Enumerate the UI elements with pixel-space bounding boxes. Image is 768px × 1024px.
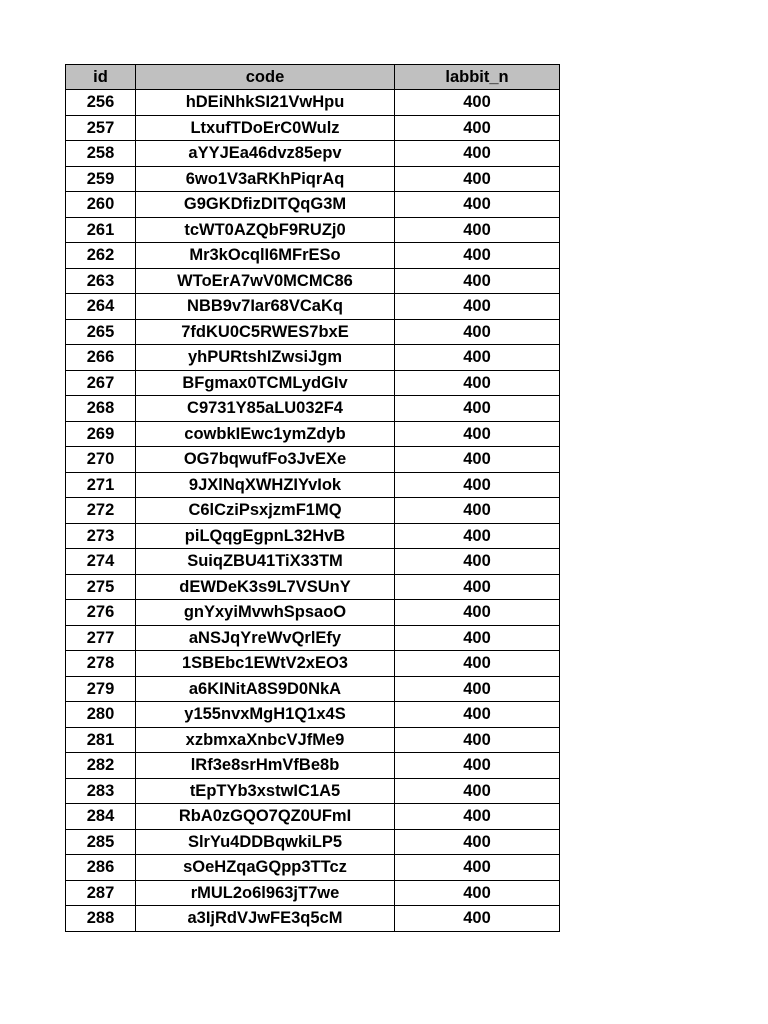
cell-id[interactable]: 259 bbox=[66, 166, 136, 192]
table-row bbox=[66, 651, 560, 677]
cell-code[interactable]: a3IjRdVJwFE3q5cM bbox=[136, 906, 395, 932]
cell-code[interactable]: piLQqgEgpnL32HvB bbox=[136, 523, 395, 549]
cell-labbit-n[interactable]: 400 bbox=[395, 727, 560, 753]
table-row bbox=[66, 115, 560, 141]
cell-labbit-n[interactable]: 400 bbox=[395, 396, 560, 422]
table-row bbox=[66, 829, 560, 855]
table-row bbox=[66, 217, 560, 243]
cell-labbit-n[interactable]: 400 bbox=[395, 804, 560, 830]
table-row bbox=[66, 804, 560, 830]
cell-code[interactable]: a6KINitA8S9D0NkA bbox=[136, 676, 395, 702]
cell-labbit-n[interactable]: 400 bbox=[395, 345, 560, 371]
cell-labbit-n[interactable]: 400 bbox=[395, 906, 560, 932]
cell-id[interactable]: 271 bbox=[66, 472, 136, 498]
header-row bbox=[66, 65, 560, 90]
cell-labbit-n[interactable]: 400 bbox=[395, 651, 560, 677]
table-row bbox=[66, 702, 560, 728]
cell-code[interactable]: aYYJEa46dvz85epv bbox=[136, 141, 395, 167]
cell-code[interactable]: RbA0zGQO7QZ0UFmI bbox=[136, 804, 395, 830]
cell-code[interactable]: yhPURtshIZwsiJgm bbox=[136, 345, 395, 371]
cell-code[interactable]: BFgmax0TCMLydGIv bbox=[136, 370, 395, 396]
cell-id[interactable]: 282 bbox=[66, 753, 136, 779]
cell-labbit-n[interactable]: 400 bbox=[395, 217, 560, 243]
cell-code[interactable]: hDEiNhkSI21VwHpu bbox=[136, 90, 395, 116]
cell-labbit-n[interactable]: 400 bbox=[395, 778, 560, 804]
cell-labbit-n[interactable]: 400 bbox=[395, 90, 560, 116]
table-row bbox=[66, 498, 560, 524]
cell-id[interactable]: 256 bbox=[66, 90, 136, 116]
cell-id[interactable]: 268 bbox=[66, 396, 136, 422]
cell-id[interactable]: 278 bbox=[66, 651, 136, 677]
cell-id[interactable]: 287 bbox=[66, 880, 136, 906]
cell-labbit-n[interactable]: 400 bbox=[395, 421, 560, 447]
table-row bbox=[66, 396, 560, 422]
table-body bbox=[66, 90, 560, 932]
cell-code[interactable]: OG7bqwufFo3JvEXe bbox=[136, 447, 395, 473]
cell-id[interactable]: 260 bbox=[66, 192, 136, 218]
table-row bbox=[66, 447, 560, 473]
cell-labbit-n[interactable]: 400 bbox=[395, 625, 560, 651]
cell-code[interactable]: Mr3kOcqlI6MFrESo bbox=[136, 243, 395, 269]
cell-id[interactable]: 273 bbox=[66, 523, 136, 549]
table-row bbox=[66, 268, 560, 294]
cell-code[interactable]: lRf3e8srHmVfBe8b bbox=[136, 753, 395, 779]
table-row bbox=[66, 370, 560, 396]
cell-id[interactable]: 274 bbox=[66, 549, 136, 575]
cell-code[interactable]: y155nvxMgH1Q1x4S bbox=[136, 702, 395, 728]
cell-id[interactable]: 269 bbox=[66, 421, 136, 447]
cell-code[interactable]: C9731Y85aLU032F4 bbox=[136, 396, 395, 422]
cell-id[interactable]: 265 bbox=[66, 319, 136, 345]
cell-code[interactable]: tcWT0AZQbF9RUZj0 bbox=[136, 217, 395, 243]
cell-labbit-n[interactable]: 400 bbox=[395, 523, 560, 549]
cell-labbit-n[interactable]: 400 bbox=[395, 829, 560, 855]
cell-id[interactable]: 280 bbox=[66, 702, 136, 728]
table-row bbox=[66, 421, 560, 447]
cell-labbit-n[interactable]: 400 bbox=[395, 115, 560, 141]
table-row bbox=[66, 345, 560, 371]
cell-labbit-n[interactable]: 400 bbox=[395, 574, 560, 600]
table-header bbox=[66, 65, 560, 90]
table-row bbox=[66, 600, 560, 626]
cell-labbit-n[interactable]: 400 bbox=[395, 192, 560, 218]
cell-code[interactable]: LtxufTDoErC0Wulz bbox=[136, 115, 395, 141]
cell-labbit-n[interactable]: 400 bbox=[395, 268, 560, 294]
cell-code[interactable]: 9JXlNqXWHZIYvIok bbox=[136, 472, 395, 498]
cell-code[interactable]: sOeHZqaGQpp3TTcz bbox=[136, 855, 395, 881]
cell-labbit-n[interactable]: 400 bbox=[395, 880, 560, 906]
cell-code[interactable]: C6lCziPsxjzmF1MQ bbox=[136, 498, 395, 524]
cell-labbit-n[interactable]: 400 bbox=[395, 370, 560, 396]
table-row bbox=[66, 676, 560, 702]
cell-code[interactable]: gnYxyiMvwhSpsaoO bbox=[136, 600, 395, 626]
cell-labbit-n[interactable]: 400 bbox=[395, 753, 560, 779]
cell-id[interactable]: 258 bbox=[66, 141, 136, 167]
cell-code[interactable]: 7fdKU0C5RWES7bxE bbox=[136, 319, 395, 345]
cell-id[interactable]: 262 bbox=[66, 243, 136, 269]
cell-id[interactable]: 266 bbox=[66, 345, 136, 371]
table-row bbox=[66, 90, 560, 116]
table-row bbox=[66, 778, 560, 804]
cell-labbit-n[interactable]: 400 bbox=[395, 141, 560, 167]
cell-id[interactable]: 275 bbox=[66, 574, 136, 600]
cell-id[interactable]: 257 bbox=[66, 115, 136, 141]
table-row bbox=[66, 880, 560, 906]
table-row bbox=[66, 243, 560, 269]
cell-id[interactable]: 263 bbox=[66, 268, 136, 294]
cell-labbit-n[interactable]: 400 bbox=[395, 600, 560, 626]
table-row bbox=[66, 727, 560, 753]
cell-code[interactable]: SlrYu4DDBqwkiLP5 bbox=[136, 829, 395, 855]
column-header-labbit-n[interactable]: labbit_n bbox=[395, 65, 560, 90]
cell-id[interactable]: 272 bbox=[66, 498, 136, 524]
cell-labbit-n[interactable]: 400 bbox=[395, 472, 560, 498]
column-header-id[interactable]: id bbox=[66, 65, 136, 90]
cell-code[interactable]: G9GKDfizDITQqG3M bbox=[136, 192, 395, 218]
table-row bbox=[66, 906, 560, 932]
table-row bbox=[66, 549, 560, 575]
cell-id[interactable]: 279 bbox=[66, 676, 136, 702]
cell-id[interactable]: 284 bbox=[66, 804, 136, 830]
cell-id[interactable]: 283 bbox=[66, 778, 136, 804]
cell-code[interactable]: rMUL2o6l963jT7we bbox=[136, 880, 395, 906]
cell-id[interactable]: 277 bbox=[66, 625, 136, 651]
cell-labbit-n[interactable]: 400 bbox=[395, 498, 560, 524]
cell-labbit-n[interactable]: 400 bbox=[395, 855, 560, 881]
cell-id[interactable]: 264 bbox=[66, 294, 136, 320]
table-row bbox=[66, 523, 560, 549]
cell-labbit-n[interactable]: 400 bbox=[395, 166, 560, 192]
cell-id[interactable]: 286 bbox=[66, 855, 136, 881]
cell-code[interactable]: dEWDeK3s9L7VSUnY bbox=[136, 574, 395, 600]
cell-code[interactable]: cowbkIEwc1ymZdyb bbox=[136, 421, 395, 447]
table-row bbox=[66, 625, 560, 651]
cell-labbit-n[interactable]: 400 bbox=[395, 294, 560, 320]
cell-labbit-n[interactable]: 400 bbox=[395, 447, 560, 473]
table-row bbox=[66, 574, 560, 600]
table-row bbox=[66, 141, 560, 167]
cell-code[interactable]: NBB9v7Iar68VCaKq bbox=[136, 294, 395, 320]
table-row bbox=[66, 855, 560, 881]
cell-id[interactable]: 281 bbox=[66, 727, 136, 753]
cell-id[interactable]: 288 bbox=[66, 906, 136, 932]
cell-code[interactable]: 1SBEbc1EWtV2xEO3 bbox=[136, 651, 395, 677]
cell-id[interactable]: 267 bbox=[66, 370, 136, 396]
column-header-code[interactable]: code bbox=[136, 65, 395, 90]
cell-labbit-n[interactable]: 400 bbox=[395, 676, 560, 702]
cell-code[interactable]: WToErA7wV0MCMC86 bbox=[136, 268, 395, 294]
cell-id[interactable]: 270 bbox=[66, 447, 136, 473]
cell-id[interactable]: 285 bbox=[66, 829, 136, 855]
table-row bbox=[66, 192, 560, 218]
table-row bbox=[66, 319, 560, 345]
cell-labbit-n[interactable]: 400 bbox=[395, 243, 560, 269]
table-row bbox=[66, 472, 560, 498]
data-table bbox=[65, 64, 560, 932]
table-row bbox=[66, 166, 560, 192]
table-row bbox=[66, 294, 560, 320]
table-row bbox=[66, 753, 560, 779]
cell-id[interactable]: 276 bbox=[66, 600, 136, 626]
cell-code[interactable]: aNSJqYreWvQrlEfy bbox=[136, 625, 395, 651]
cell-code[interactable]: xzbmxaXnbcVJfMe9 bbox=[136, 727, 395, 753]
cell-code[interactable]: 6wo1V3aRKhPiqrAq bbox=[136, 166, 395, 192]
cell-labbit-n[interactable]: 400 bbox=[395, 702, 560, 728]
cell-id[interactable]: 261 bbox=[66, 217, 136, 243]
cell-code[interactable]: SuiqZBU41TiX33TM bbox=[136, 549, 395, 575]
cell-code[interactable]: tEpTYb3xstwIC1A5 bbox=[136, 778, 395, 804]
cell-labbit-n[interactable]: 400 bbox=[395, 549, 560, 575]
cell-labbit-n[interactable]: 400 bbox=[395, 319, 560, 345]
